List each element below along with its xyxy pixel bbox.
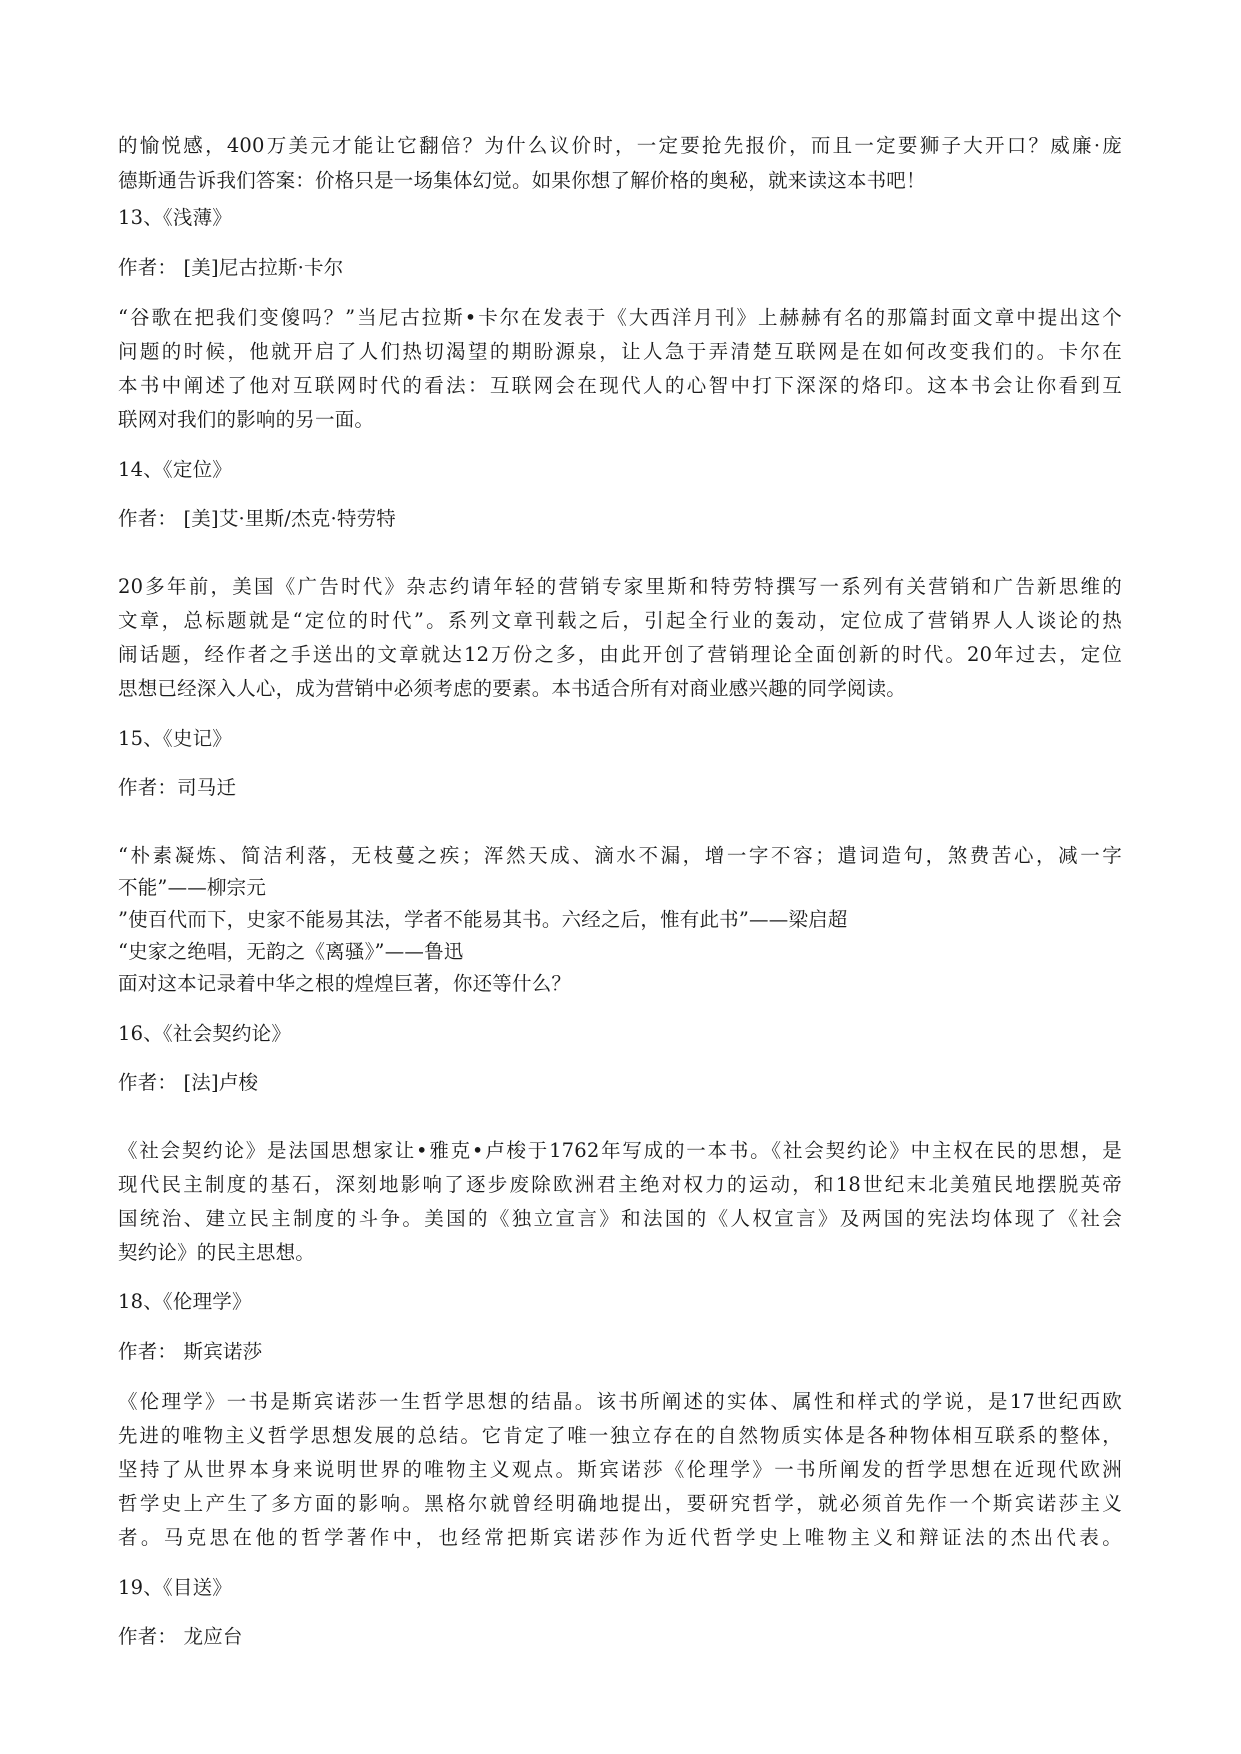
book-description-line: 国统治、建立民主制度的斗争。美国的《独立宣言》和法国的《人权宣言》及两国的宪法均体现了《社会 <box>118 1207 1122 1230</box>
intro-line: 的愉悦感，400万美元才能让它翻倍？为什么议价时，一定要抢先报价，而且一定要狮子大开口？威廉·庞 <box>118 134 1122 157</box>
book-author: 作者：司马迁 <box>118 776 237 799</box>
book-description-line: 契约论》的民主思想。 <box>118 1241 316 1264</box>
document-page <box>118 0 1122 1754</box>
book-description-line: 《伦理学》一书是斯宾诺莎一生哲学思想的结晶。该书所阐述的实体、属性和样式的学说，是17世纪西欧 <box>118 1390 1122 1413</box>
book-heading: 16、《社会契约论》 <box>118 1022 292 1045</box>
book-heading: 14、《定位》 <box>118 458 232 481</box>
book-heading: 18、《伦理学》 <box>118 1290 252 1313</box>
book-description-line: “朴素凝炼、简洁利落，无枝蔓之疾；浑然天成、滴水不漏，增一字不容；遣词造句，煞费苦心，减一字 <box>118 844 1122 867</box>
book-description-line: 先进的唯物主义哲学思想发展的总结。它肯定了唯一独立存在的自然物质实体是各种物体相互联系的整体， <box>118 1424 1122 1447</box>
book-description-line: 不能”——柳宗元 <box>118 876 267 899</box>
book-description-line: 面对这本记录着中华之根的煌煌巨著，你还等什么？ <box>118 972 572 995</box>
book-description-line: “史家之绝唱，无韵之《离骚》”——鲁迅 <box>118 940 464 963</box>
book-author: 作者： [美]艾·里斯/杰克·特劳特 <box>118 507 396 530</box>
book-author: 作者： [法]卢梭 <box>118 1071 259 1094</box>
book-author: 作者： 斯宾诺莎 <box>118 1340 263 1363</box>
book-heading: 13、《浅薄》 <box>118 206 232 229</box>
book-author: 作者： [美]尼古拉斯·卡尔 <box>118 256 344 279</box>
book-description-line: ”使百代而下，史家不能易其法，学者不能易其书。六经之后，惟有此书”——梁启超 <box>118 908 848 931</box>
intro-line: 德斯通告诉我们答案：价格只是一场集体幻觉。如果你想了解价格的奥秘，就来读这本书吧！ <box>118 169 926 192</box>
book-description-line: 闹话题，经作者之手送出的文章就达12万份之多，由此开创了营销理论全面创新的时代。20年过去，定位 <box>118 643 1122 666</box>
book-description-line: 联网对我们的影响的另一面。 <box>118 408 375 431</box>
book-description-line: 坚持了从世界本身来说明世界的唯物主义观点。斯宾诺莎《伦理学》一书所阐发的哲学思想在近现代欧洲 <box>118 1458 1122 1481</box>
book-heading: 19、《目送》 <box>118 1576 232 1599</box>
book-description-line: 者。马克思在他的哲学著作中，也经常把斯宾诺莎作为近代哲学史上唯物主义和辩证法的杰出代表。 <box>118 1526 1122 1549</box>
book-description-line: 思想已经深入人心，成为营销中必须考虑的要素。本书适合所有对商业感兴趣的同学阅读。 <box>118 677 907 700</box>
book-heading: 15、《史记》 <box>118 727 232 750</box>
book-author: 作者： 龙应台 <box>118 1625 243 1648</box>
book-description-line: 文章，总标题就是“定位的时代”。系列文章刊载之后，引起全行业的轰动，定位成了营销界人人谈论的热 <box>118 609 1122 632</box>
book-description-line: 《社会契约论》是法国思想家让•雅克•卢梭于1762年写成的一本书。《社会契约论》中主权在民的思想，是 <box>118 1139 1122 1162</box>
book-description-line: 20多年前，美国《广告时代》杂志约请年轻的营销专家里斯和特劳特撰写一系列有关营销和广告新思维的 <box>118 575 1122 598</box>
book-description-line: 哲学史上产生了多方面的影响。黑格尔就曾经明确地提出，要研究哲学，就必须首先作一个斯宾诺莎主义 <box>118 1492 1122 1515</box>
book-description-line: 问题的时候，他就开启了人们热切渴望的期盼源泉，让人急于弄清楚互联网是在如何改变我们的。卡尔在 <box>118 340 1122 363</box>
book-description-line: 现代民主制度的基石，深刻地影响了逐步废除欧洲君主绝对权力的运动，和18世纪末北美殖民地摆脱英帝 <box>118 1173 1122 1196</box>
book-description-line: “谷歌在把我们变傻吗？”当尼古拉斯•卡尔在发表于《大西洋月刊》上赫赫有名的那篇封面文章中提出这个 <box>118 306 1122 329</box>
book-description-line: 本书中阐述了他对互联网时代的看法：互联网会在现代人的心智中打下深深的烙印。这本书会让你看到互 <box>118 374 1122 397</box>
